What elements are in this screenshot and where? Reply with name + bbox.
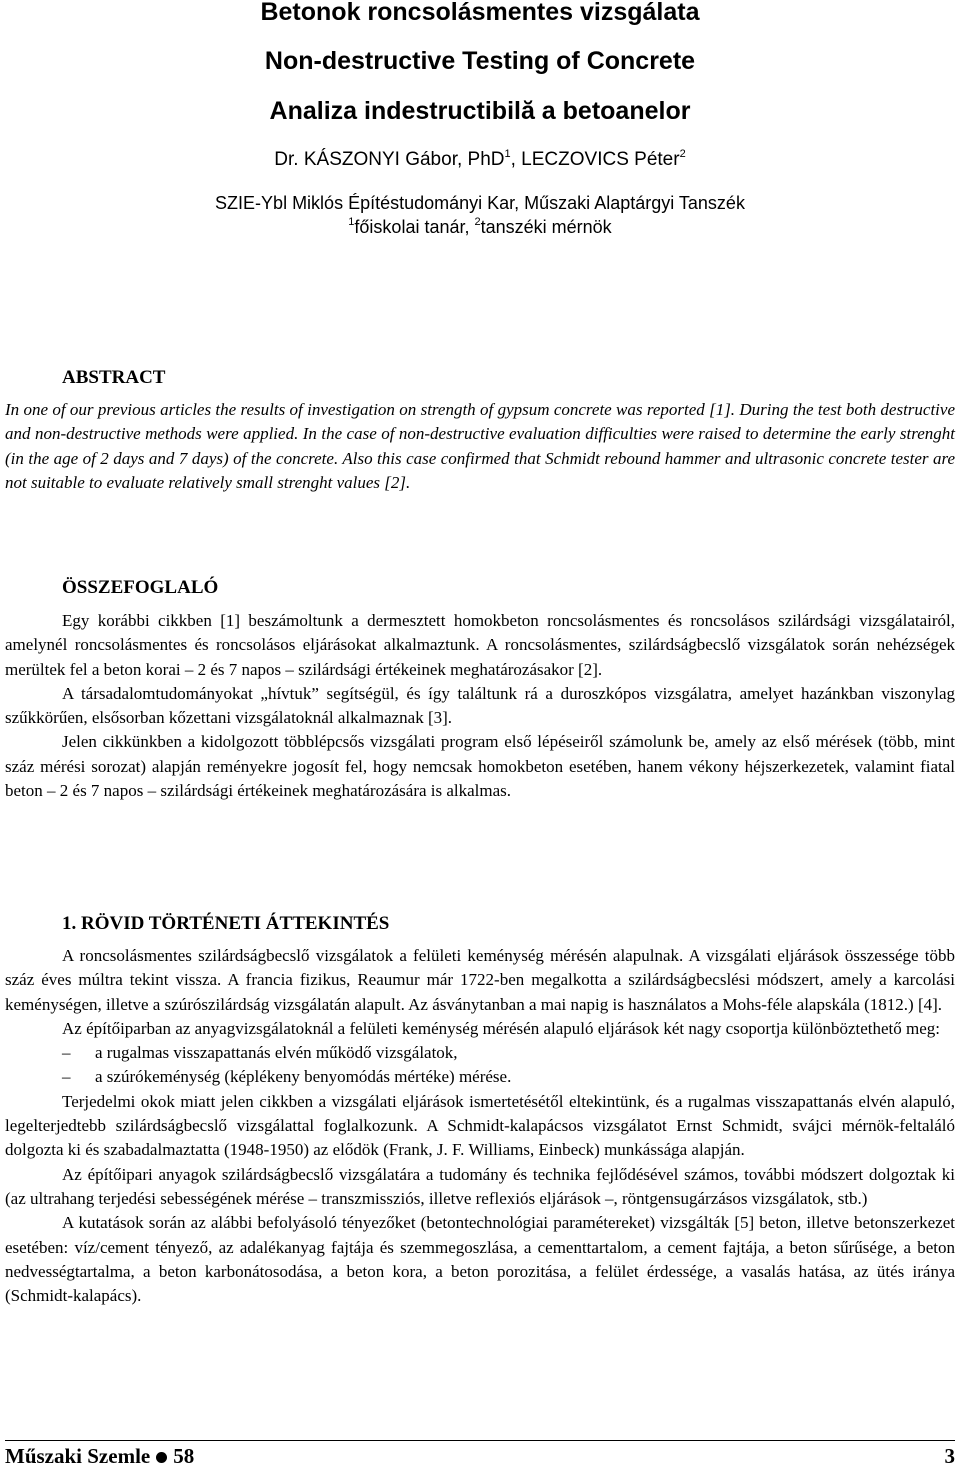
summary-body [5, 609, 955, 803]
bullet-item [5, 1041, 955, 1065]
role-2-marker: 2 [474, 216, 481, 228]
bullet-dot-icon [156, 1452, 167, 1463]
affiliation-roles [0, 216, 960, 238]
affiliation-institution: SZIE-Ybl Miklós Építéstudományi Kar, Műszaki Alaptárgyi Tanszék [215, 193, 745, 213]
bullet-item [5, 1065, 955, 1089]
bullet-text: a rugalmas visszapattanás elvén működő vizsgálatok, [95, 1043, 458, 1063]
title-english: Non-destructive Testing of Concrete [264, 47, 696, 75]
author-2-marker: 2 [679, 148, 686, 160]
page-footer [5, 1443, 955, 1469]
summary-paragraph: Jelen cikkünkben a kidolgozott többlépcsős vizsgálati program első lépéseiről számolunk be, amely az első mérések (több, mint száz mérési sorozat) alapján reményekre jogosít fel, hogy nemcsak homokbeton esetében, hanem vékony héjszerkezetek, valamint fiatal beton – 2 és 7 napos – szilárdsági értékeinek meghatározására is alkalmas. [5, 732, 955, 801]
author-1: Dr. KÁSZONYI Gábor, PhD [274, 149, 505, 170]
issue-number: 58 [173, 1444, 195, 1468]
section-1-body [5, 944, 955, 1308]
role-1: főiskolai tanár, [354, 217, 475, 237]
summary-heading: ÖSSZEFOGLALÓ [62, 577, 219, 598]
abstract-heading: ABSTRACT [62, 367, 166, 388]
dash-marker: – [62, 1067, 71, 1087]
abstract-text: In one of our previous articles the results of investigation on strength of gypsum concrete was reported [1]. During the test both destructive and non-destructive methods were applied. In the case of non-destructive evaluation difficulties were raised to determine the early strenght (in the age of 2 days and 7 days) of the concrete. Also this case confirmed that Schmidt rebound hammer and ultrasonic concrete tester are not suitable to evaluate relatively small strenght values [2]. [5, 400, 955, 492]
journal-name: Műszaki Szemle [5, 1444, 151, 1468]
authors-line [0, 148, 960, 172]
author-1-marker: 1 [504, 148, 511, 160]
role-1-marker: 1 [348, 216, 355, 228]
section-1-paragraph: Az építőiparban az anyagvizsgálatoknál a felületi keménység mérésén alapuló eljárások két nagy csoportja különböztethető meg: [62, 1018, 941, 1038]
page-number: 3 [944, 1444, 955, 1468]
summary-paragraph: A társadalomtudományokat „hívtuk” segítségül, és így találtunk rá a duroszkópos vizsgálatra, amelyet hazánkban viszonylag szűkkörűen, elsősorban kőzettani vizsgálatoknál alkalmaznak [3]. [5, 683, 955, 728]
section-1-paragraph: Terjedelmi okok miatt jelen cikkben a vizsgálati eljárások ismertetésétől eltekintünk, és a rugalmas visszapattanás elvén alapuló, legelterjedtebb szilárdságbecslő vizsgálattal foglalkozunk. A Schmidt-kalapácsos vizsgálatot Ernst Schmidt, svájci mérnök-feltaláló dolgozta ki és szabadalmaztatta (1948-1950) az elődök (Frank, J. F. Williams, Einbeck) munkássága alapján. [5, 1091, 955, 1160]
title-hungarian: Betonok roncsolásmentes vizsgálata [260, 0, 700, 26]
role-2: tanszéki mérnök [480, 217, 612, 237]
dash-marker: – [62, 1043, 71, 1063]
title-romanian: Analiza indestructibilă a betoanelor [269, 97, 691, 125]
author-2: , LECZOVICS Péter [510, 149, 680, 170]
abstract-body [5, 398, 955, 495]
section-1-paragraph: A roncsolásmentes szilárdságbecslő vizsgálatok a felületi keménység mérésén alapulnak. A vizsgálati eljárások összessége több száz éves múltra tekint vissza. A francia fizikus, Reaumur már 1722-ben megalkotta a szilárdságbecslési módszert, amely a karcolási keménységen, illetve a szúrószilárdság vizsgálatán alapult. Az ásványtanban a mai napig is használatos a Mohs-féle alapskála (1812.) [4]. [5, 946, 955, 1014]
section-1-paragraph: Az építőipari anyagok szilárdságbecslő vizsgálatára a tudomány és technika fejlődésével számos, további módszert dolgoztak ki (az ultrahang terjedési sebességének mérése – transzmissziós, illetve reflexiós eljárások –, röntgensugárzásos vizsgálatok, stb.) [5, 1164, 955, 1208]
summary-paragraph: Egy korábbi cikkben [1] beszámoltunk a dermesztett homokbeton roncsolásmentes és roncsolásos szilárdsági vizsgálatairól, amelynél roncsolásmentes és roncsolásos eljárásokat alkalmaztunk. A roncsolásmentes, szilárdságbecslő vizsgálatok során nehézségek merültek fel a beton korai – 2 és 7 napos – szilárdsági értékeinek meghatározásakor [2]. [5, 611, 955, 679]
bullet-text: a szúrókeménység (képlékeny benyomódás mértéke) mérése. [95, 1067, 512, 1087]
section-1-paragraph: A kutatások során az alábbi befolyásoló tényezőket (betontechnológiai paramétereket) vizsgálták [5] beton, illetve betonszerkezet esetében: víz/cement tényező, az adalékanyag fajtája és szemmegoszlása, a cementtartalom, a cement fajtája, a beton sűrűsége, a beton nedvességtartalma, a beton karbonátosodása, a beton kora, a beton porozitása, a felület érdessége, a vasalás hatása, az ütés iránya (Schmidt-kalapács). [5, 1213, 955, 1306]
section-1-heading: 1. RÖVID TÖRTÉNETI ÁTTEKINTÉS [62, 913, 390, 934]
footer-rule [5, 1440, 955, 1441]
